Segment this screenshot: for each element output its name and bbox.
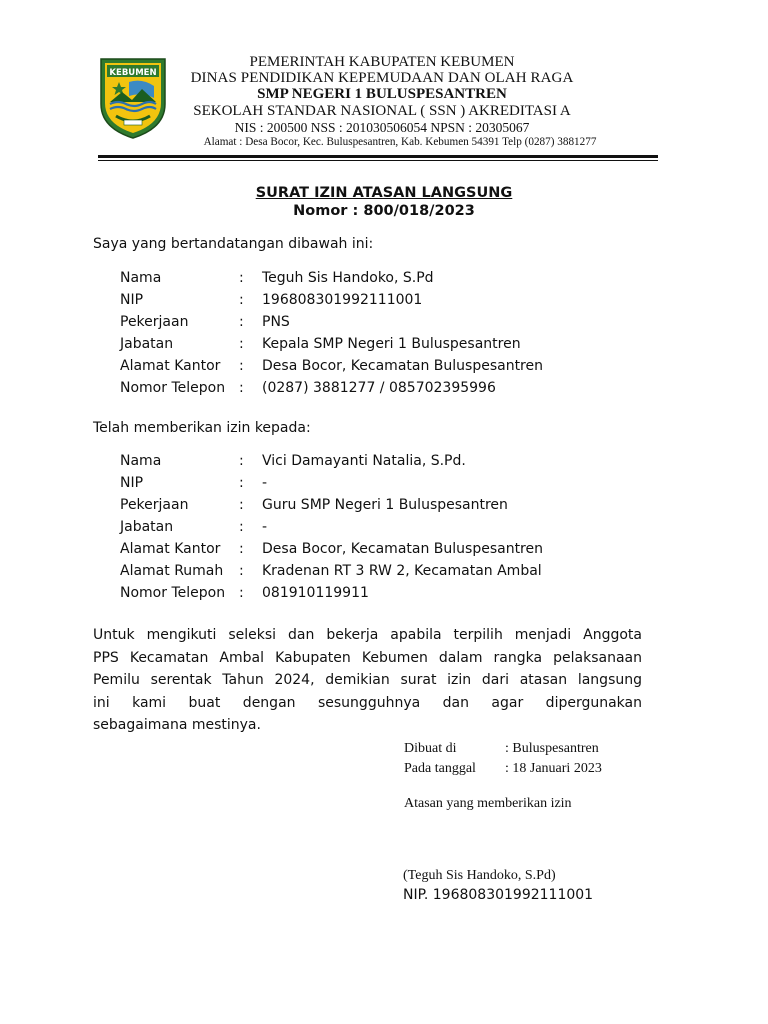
body-line: ini kami buat dengan sesungguhnya dan agar dipergunakan [93, 694, 642, 711]
issued-date-value: : 18 Januari 2023 [505, 761, 602, 776]
letterhead-government: PEMERINTAH KABUPATEN KEBUMEN [249, 54, 515, 70]
field-value: Kradenan RT 3 RW 2, Kecamatan Ambal [262, 563, 542, 579]
field-label: Pekerjaan [120, 314, 189, 330]
intro-text: Saya yang bertandatangan dibawah ini: [93, 236, 374, 252]
field-colon: : [239, 292, 244, 308]
field-label: NIP [120, 475, 144, 491]
field-value: (0287) 3881277 / 085702395996 [262, 380, 496, 396]
letterhead-school-name: SMP NEGERI 1 BULUSPESANTREN [257, 86, 507, 102]
field-colon: : [239, 585, 244, 601]
field-colon: : [239, 519, 244, 535]
field-colon: : [239, 380, 244, 396]
intro2-text: Telah memberikan izin kepada: [93, 420, 311, 436]
issued-date-label: Pada tanggal [404, 761, 476, 776]
logo-wordmark: KEBUMEN [109, 68, 157, 78]
field-value: Teguh Sis Handoko, S.Pd [262, 270, 434, 286]
signer-role: Atasan yang memberikan izin [404, 796, 572, 811]
field-colon: : [239, 270, 244, 286]
field-value: Desa Bocor, Kecamatan Buluspesantren [262, 541, 543, 557]
letterhead-divider-thick [98, 155, 658, 158]
field-colon: : [239, 336, 244, 352]
field-value: Guru SMP Negeri 1 Buluspesantren [262, 497, 508, 513]
issued-place-value: : Buluspesantren [505, 741, 599, 756]
field-label: Nama [120, 270, 162, 286]
signer-name: (Teguh Sis Handoko, S.Pd) [403, 868, 556, 883]
letterhead-accreditation: SEKOLAH STANDAR NASIONAL ( SSN ) AKREDITASI A [193, 103, 571, 119]
field-label: Nama [120, 453, 162, 469]
field-colon: : [239, 314, 244, 330]
field-value: 081910119911 [262, 585, 369, 601]
field-label: Alamat Rumah [120, 563, 224, 579]
field-label: Jabatan [120, 336, 174, 352]
field-label: NIP [120, 292, 144, 308]
letterhead-divider-thin [98, 160, 658, 161]
field-value: Desa Bocor, Kecamatan Buluspesantren [262, 358, 543, 374]
field-label: Nomor Telepon [120, 380, 226, 396]
field-label: Alamat Kantor [120, 541, 221, 557]
letterhead-department: DINAS PENDIDIKAN KEPEMUDAAN DAN OLAH RAGA [190, 70, 574, 86]
field-value: - [262, 475, 268, 491]
field-value: PNS [262, 314, 290, 330]
issued-place-label: Dibuat di [404, 741, 457, 756]
field-label: Pekerjaan [120, 497, 189, 513]
field-value: Vici Damayanti Natalia, S.Pd. [262, 453, 466, 469]
letter-title-text: SURAT IZIN ATASAN LANGSUNG [255, 185, 513, 201]
field-colon: : [239, 563, 244, 579]
letter-title [0, 185, 768, 201]
letterhead-address: Alamat : Desa Bocor, Kec. Buluspesantren, Kab. Kebumen 54391 Telp (0287) 3881277 [203, 136, 597, 148]
field-label: Alamat Kantor [120, 358, 221, 374]
field-colon: : [239, 497, 244, 513]
body-line: Pemilu serentak Tahun 2024, demikian surat izin dari atasan langsung [93, 672, 642, 688]
field-value: Kepala SMP Negeri 1 Buluspesantren [262, 336, 521, 352]
body-line: Untuk mengikuti seleksi dan bekerja apabila terpilih menjadi Anggota [93, 627, 642, 643]
letterhead-school-ids: NIS : 200500 NSS : 201030506054 NPSN : 20305067 [234, 120, 530, 135]
field-value: - [262, 519, 268, 535]
field-value: 196808301992111001 [262, 292, 423, 308]
body-line: PPS Kecamatan Ambal Kabupaten Kebumen dalam rangka pelaksanaan [93, 649, 642, 666]
field-colon: : [239, 453, 244, 469]
field-colon: : [239, 358, 244, 374]
letter-number: Nomor : 800/018/2023 [293, 203, 475, 219]
body-paragraph [93, 624, 642, 737]
body-line: sebagaimana mestinya. [93, 717, 261, 733]
signer-nip: NIP. 196808301992111001 [403, 887, 594, 903]
letterhead [150, 54, 614, 149]
field-label: Nomor Telepon [120, 585, 226, 601]
field-colon: : [239, 475, 244, 491]
field-colon: : [239, 541, 244, 557]
field-label: Jabatan [120, 519, 174, 535]
